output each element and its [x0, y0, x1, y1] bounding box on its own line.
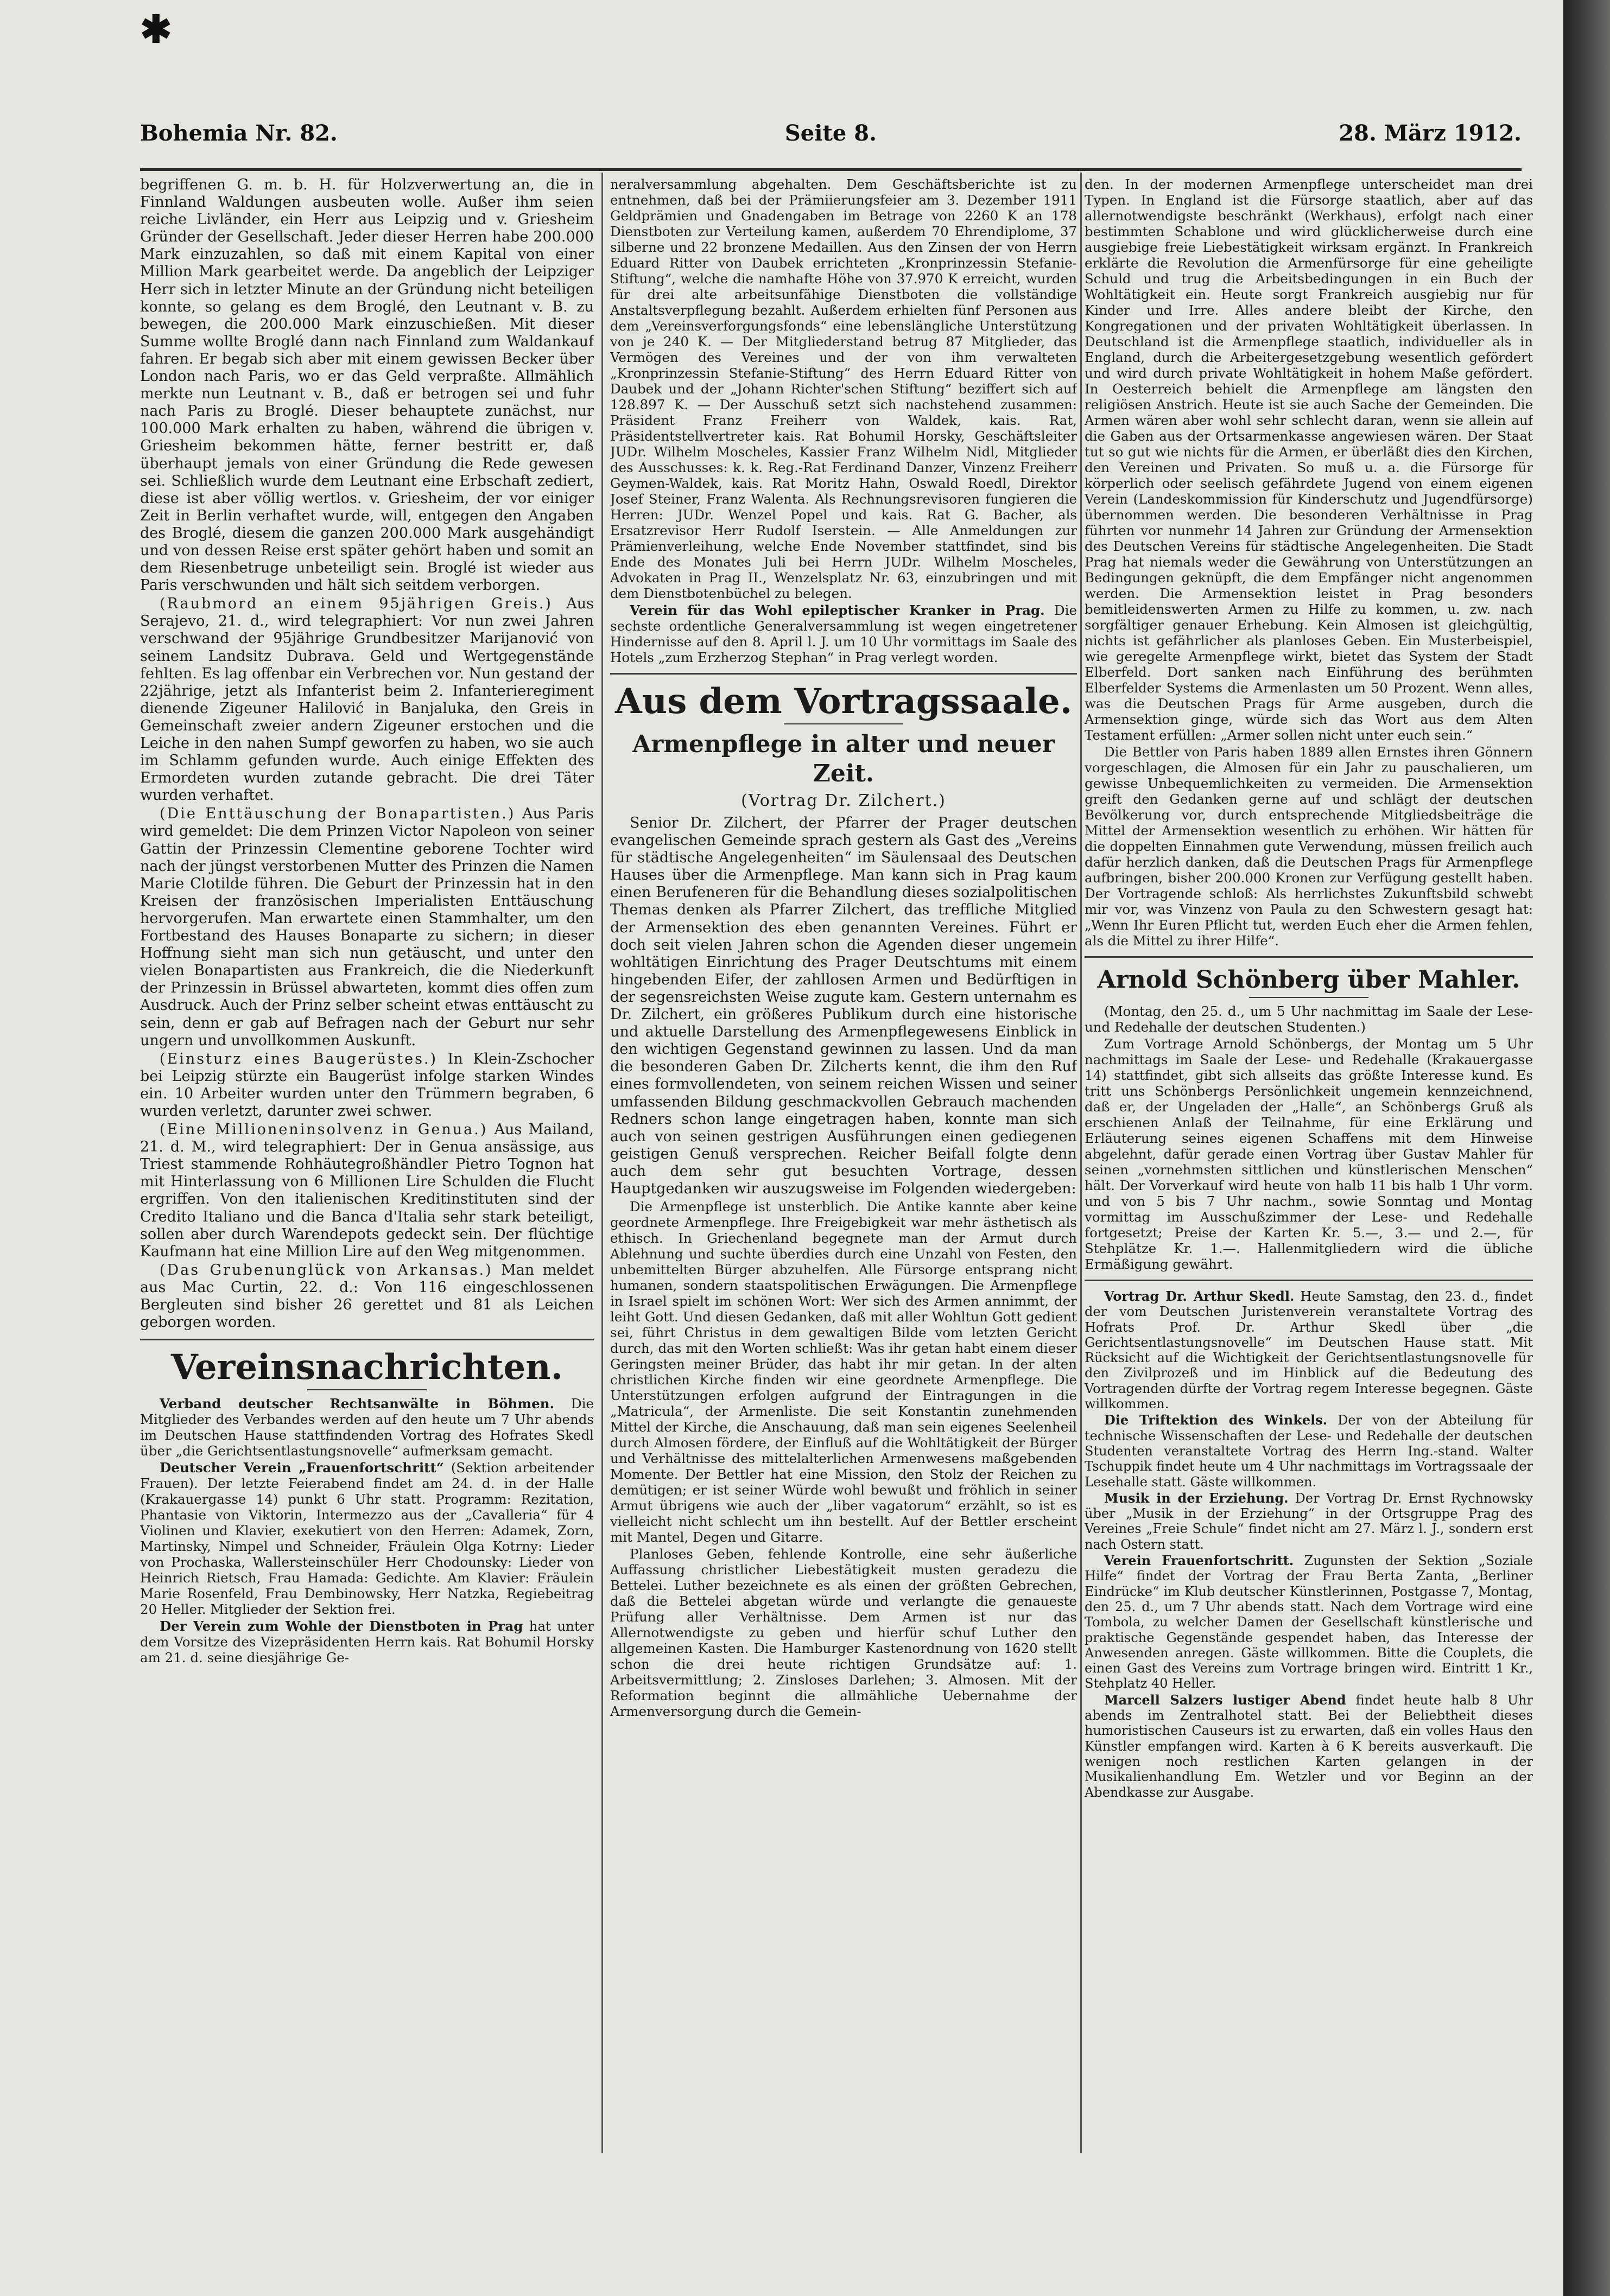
- news-item: [140, 805, 594, 1049]
- club-notice-title: Deutscher Verein „Frauenfortschritt“: [160, 1460, 444, 1476]
- column-1: [140, 176, 594, 2152]
- masthead-date: 28. März 1912.: [1339, 120, 1522, 146]
- club-notice: [140, 1396, 594, 1459]
- event-notice: [1085, 1289, 1533, 1411]
- article-paragraph: Senior Dr. Zilchert, der Pfarrer der Prager deutschen evangelischen Gemeinde sprach gestern als Gast des „Vereins für städtische Angelegenheiten“ im Säulensaal des Deutschen Hauses über die Armenpflege. Man kann sich in Prag kaum einen Berufeneren für die Behandlung dieses sozialpolitischen Themas denken als Pfarrer Zilchert, das treffliche Mitglied der Armensektion des eben genannten Vereines. Führt er doch seit vielen Jahren schon die Agenden dieser ungemein wohltätigen Einrichtung des Prager Deutschtums mit einem hingebenden Eifer, der zahllosen Armen und Bedürftigen in der segensreichsten Weise zugute kam. Gestern unternahm es Dr. Zilchert, ein größeres Publikum durch eine historische und aktuelle Darstellung des Armenpflegewesens Einblick in den wichtigen Gegenstand gewinnen zu lassen. Und da man die besonderen Gaben Dr. Zilcherts kennt, die ihm den Ruf eines formvollendeten, von seinem reichen Wissen und seiner umfassenden Bildung geschmackvollen Gebrauch machenden Redners schon lange eingetragen haben, konnte man sich auch von seinen gestrigen Ausführungen einen gediegenen geistigen Genuß versprechen. Reicher Beifall folgte denn auch dem sehr gut besuchten Vortrage, dessen Hauptgedanken wir auszugsweise im Folgenden wiedergeben:: [610, 815, 1077, 1197]
- club-notice: [140, 1618, 594, 1665]
- club-notice-body: (Sektion arbeitender Frauen). Der letzte Feierabend findet am 24. d. in der Halle (Krakauergasse 14) punkt 6 Uhr statt. Programm: Rezitation, Phantasie von Viktorin, Intermezzo aus der „Cavalleria“ für 4 Violinen und Klavier, exekutiert von den Herren: Adamek, Zorn, Martinsky, Nimpel und Schneider, Fräulein Olga Kotrny: Lieder von Prochaska, Wallersteinschüler Herr Chodounsky: Lieder von Heinrich Rietsch, Frau Hamada: Gedichte. Am Klavier: Fräulein Marie Rosenfeld, Frau Dembinowsky, Herr Natzka, Regiebeitrag 20 Heller. Mitglieder der Sektion frei.: [140, 1460, 594, 1618]
- event-notice-title: Marcell Salzers lustiger Abend: [1104, 1691, 1346, 1708]
- club-notice-body: hat unter dem Vorsitze des Vizepräsidenten Herrn kais. Rat Bohumil Horsky am 21. d. seine diesjährige Ge-: [140, 1618, 594, 1666]
- article-paragraph: begriffenen G. m. b. H. für Holzverwertung an, die in Finnland Waldungen ausbeuten wolle. Außer ihm seien reiche Livländer, ein Herr aus Leipzig und v. Griesheim Gründer der Gesellschaft. Jeder dieser Herren habe 200.000 Mark einzuzahlen, so daß mit einem Kapital von einer Million Mark gearbeitet werde. Da angeblich der Leipziger Herr sich in letzter Minute an der Gründung nicht beteiligen konnte, so gelang es dem Broglé, den Leutnant v. B. zu bewegen, die 200.000 Mark einzuschießen. Mit dieser Summe wollte Broglé dann nach Finnland zum Waldankauf fahren. Er begab sich aber mit einem gewissen Becker über London nach Paris, wo er das Geld verpraßte. Allmählich merkte nun Leutnant v. B., daß er betrogen sei und fuhr nach Paris zu Broglé. Dieser behauptete zunächst, nur 100.000 Mark erhalten zu haben, während die übrigen v. Griesheim bekommen hätte, ferner bestritt er, daß überhaupt jemals von einer Gründung die Rede gewesen sei. Schließlich wurde dem Leutnant eine Erbschaft zediert, diese ist aber völlig wertlos. v. Griesheim, der vor einiger Zeit in Berlin verhaftet wurde, will, entgegen den Angaben des Broglé, diesem die ganzen 200.000 Mark ausgehändigt und von dessen Reise erst später gehört haben und somit an dem Riesenbetruge unbeteiligt sein. Broglé ist wieder aus Paris verschwunden und hält sich seitdem verborgen.: [140, 176, 594, 594]
- news-item-title: (Einsturz eines Baugerüstes.): [160, 1050, 438, 1067]
- heading-rule: [307, 1389, 427, 1390]
- club-notice-continued: neralversammlung abgehalten. Dem Geschäftsberichte ist zu entnehmen, daß bei der Prämiierungsfeier am 3. Dezember 1911 Geldprämien und Gnadengaben im Betrage von 2260 K an 178 Dienstboten zur Verteilung kamen, außerdem 70 Ehrendiplome, 37 silberne und 22 bronzene Medaillen. Aus den Zinsen der von Herrn Eduard Ritter von Daubek errichteten „Kronprinzessin Stefanie-Stiftung“, welche die namhafte Höhe von 37.970 K erreicht, wurden für drei alte arbeitsunfähige Dienstboten die vollständige Anstaltsverpflegung bezahlt. Außerdem erhielten fünf Personen aus dem „Vereinsverforgungsfonds“ eine lebenslängliche Unterstützung von je 240 K. — Der Mitgliederstand betrug 87 Mitglieder, das Vermögen des Vereines und der von ihm verwalteten „Kronprinzessin Stefanie-Stiftung“ des Herrn Eduard Ritter von Daubek und der „Johann Richter'schen Stiftung“ beziffert sich auf 128.897 K. — Der Ausschuß setzt sich nachstehend zusammen: Präsident Franz Freiherr von Waldek, kais. Rat, Präsidentstellvertreter kais. Rat Bohumil Horsky, Geschäftsleiter JUDr. Wilhelm Moscheles, Kassier Franz Wilhelm Nidl, Mitglieder des Ausschusses: k. k. Reg.-Rat Ferdinand Danzer, Vinzenz Freiherr Geymen-Waldek, kais. Rat Moritz Hahn, Oswald Roedl, Direktor Josef Steiner, Franz Walenta. Als Rechnungsrevisoren fungieren die Herren: JUDr. Wenzel Popel und kais. Rat G. Bacher, als Ersatzrevisor Herr Rudolf Iserstein. — Alle Anmeldungen zur Prämienverleihung, welche Ende November stattfindet, sind bis Ende des Monates Juli bei Herrn JUDr. Wilhelm Moscheles, Advokaten in Prag II., Wenzelsplatz Nr. 63, einzubringen und mit dem Dienstbotenbüchel zu belegen.: [610, 176, 1077, 601]
- page-mark: ✱: [140, 7, 172, 52]
- event-notice-body: findet heute halb 8 Uhr abends im Zentralhotel statt. Bei der Beliebtheit dieses humoristischen Causeurs ist zu erwarten, daß ein volles Haus den Künstler empfangen wird. Karten à 6 K bereits ausverkauft. Die wenigen noch restlichen Karten gelangen in der Musikalienhandlung Em. Wetzler und vor Beginn an der Abendkasse zur Ausgabe.: [1085, 1692, 1533, 1800]
- club-notice-body: Die Mitglieder des Verbandes werden auf den heute um 7 Uhr abends im Deutschen Hause stattfindenden Vortrag des Hofrates Skedl über „die Gerichtsentlastungsnovelle“ aufmerksam gemacht.: [140, 1396, 594, 1459]
- masthead-rule: [140, 168, 1522, 171]
- heading-rule: [1249, 997, 1368, 998]
- event-notice-body: Heute Samstag, den 23. d., findet der vom Deutschen Juristenverein veranstaltete Vortrag des Hofrats Prof. Dr. Arthur Skedl über „die Gerichtsentlastungsnovelle“ im Deutschen Hause statt. Mit Rücksicht auf die Wichtigkeit der Gerichtsentlastungsnovelle für den Zivilprozeß und im Hinblick auf die Bedeutung des Vortragenden dürfte der Vortrag regem Interesse begegnen. Gäste willkommen.: [1085, 1289, 1533, 1412]
- news-item-body: In Klein-Zschocher bei Leipzig stürzte ein Baugerüst infolge starken Windes ein. 10 Arbeiter wurden unter den Trümmern begraben, 6 wurden verletzt, darunter zwei schwer.: [140, 1050, 594, 1120]
- club-notice-title: Verein für das Wohl epileptischer Kranker in Prag.: [630, 602, 1045, 618]
- event-notice-body: Der von der Abteilung für technische Wissenschaften der Lese- und Redehalle der deutschen Studenten veranstaltete Vortrag des Herrn Ing.-stand. Walter Tschuppik findet heute um 4 Uhr nachmittags im Vortragssaale der Lesehalle statt. Gäste willkommen.: [1085, 1413, 1533, 1490]
- masthead-page-number: Seite 8.: [784, 120, 877, 146]
- column-2: [610, 176, 1077, 2152]
- article-headline: Armenpflege in alter und neuer Zeit.: [632, 730, 1055, 787]
- event-notice-title: Musik in der Erziehung.: [1104, 1490, 1289, 1506]
- article-lead: (Montag, den 25. d., um 5 Uhr nachmittag im Saale der Lese- und Redehalle der deutschen Studenten.): [1085, 1003, 1533, 1035]
- news-item-title: (Die Enttäuschung der Bonapartisten.): [160, 805, 516, 823]
- event-notice-body: Zugunsten der Sektion „Soziale Hilfe“ findet der Vortrag der Frau Berta Zanta, „Berliner Eindrücke“ im Klub deutscher Künstlerinnen, Postgasse 7, Montag, den 25. d., um 7 Uhr abends statt. Nach dem Vortrage wird eine Tombola, zu welcher Damen der Gesellschaft künstlerische und praktische Gegenstände gespendet haben, das Interesse der Anwesenden anregen. Gäste willkommen. Bitte die Couplets, die einen Gast des Vereins zum Vortrage bringen wird. Eintritt 1 Kr., Stehplatz 40 Heller.: [1085, 1553, 1533, 1691]
- event-notice: [1085, 1491, 1533, 1552]
- article-paragraph: Die Armenpflege ist unsterblich. Die Antike kannte aber keine geordnete Armenpflege. Ihre Freigebigkeit war mehr ästhetisch als ethisch. In Griechenland begegnete man der Armut durch Ablehnung und suchte überdies durch eine Unzahl von Festen, den unbemittelten Bürger abzuhelfen. Alle Fürsorge entsprang nicht humanen, sondern staatspolitischen Erwägungen. Die Armenpflege in Israel spielt im schönen Wort: Wer sich des Armen annimmt, der leiht Gott. Und diesen Gedanken, daß mit aller Wohltun Gott gedient sei, führt Christus in dem gewaltigen Bilde vom letzten Gericht durch, das mit den Worten schließt: Was ihr getan habt einem dieser Geringsten meiner Brüder, das habt ihr mir getan. In der alten christlichen Kirche finden wir eine geordnete Armenpflege. Die Unterstützungen erfolgen aufgrund der Eintragungen in die „Matricula“, der Armenliste. Die seit Konstantin zunehmenden Mittel der Kirche, die Anschauung, daß man sein eigenes Seelenheil durch Almosen fördere, der Einfluß auf die Wohltätigkeit der Bürger und Verhältnisse des mittelalterlichen Armenwesens maßgebenden Momente. Der Bettler hat eine Mission, den Stolz der Reichen zu demütigen; er ist seiner Würde wohl bewußt und fröhlich in seiner Armut übrigens wie auch der „liber vagatorum“ erzählt, so ist es vielleicht nicht schlecht um ihn bestellt. Auf der Bettler erscheint mit Mantel, Degen und Gitarre.: [610, 1199, 1077, 1545]
- news-item-body: Aus Paris wird gemeldet: Die dem Prinzen Victor Napoleon von seiner Gattin der Prinzessin Clementine geborene Tochter wird nach der jüngst verstorbenen Mutter des Prinzen die Namen Marie Clotilde führen. Die Geburt der Prinzessin hat in den Kreisen der französischen Imperialisten Enttäuschung hervorgerufen. Man erwartete einen Stammhalter, um den Fortbestand des Hauses Bonaparte zu sichern; in dieser Hoffnung sieht man sich nun getäuscht, und unter den vielen Bonapartisten aus Frankreich, die die Niederkunft der Prinzessin in Brüssel abwarteten, kommt dies offen zum Ausdruck. Auch der Prinz selber scheint etwas enttäuscht zu sein, denn er gab auf Befragen nach der Geburt nur sehr ungern und unvollkommen Auskunft.: [140, 805, 594, 1049]
- masthead-paper-issue: Bohemia Nr. 82.: [140, 120, 338, 146]
- event-notice-title: Die Triftektion des Winkels.: [1104, 1412, 1328, 1428]
- event-notice-body: Der Vortrag Dr. Ernst Rychnowsky über „Musik in der Erziehung“ in der Ortsgruppe Prag des Vereines „Freie Schule“ findet nicht am 27. März l. J., sondern erst nach Ostern statt.: [1085, 1490, 1533, 1552]
- news-item-title: (Eine Millioneninsolvenz in Genua.): [160, 1121, 488, 1139]
- event-notice: [1085, 1693, 1533, 1800]
- club-notice-title: Verband deutscher Rechtsanwälte in Böhmen.: [160, 1396, 555, 1412]
- event-notice-title: Vortrag Dr. Arthur Skedl.: [1104, 1288, 1295, 1304]
- article-headline: Arnold Schönberg über Mahler.: [1097, 966, 1520, 994]
- section-rule: [1085, 956, 1533, 958]
- article-paragraph: Die Bettler von Paris haben 1889 allen Ernstes ihren Gönnern vorgeschlagen, die Almosen für ein Jahr zu pauschalieren, um gewisse Unbequemlichkeiten zu vermeiden. Die Armensektion greift den Gedanken gerne auf und schlägt der deutschen Bevölkerung vor, durch entsprechende Mitgliedsbeiträge die Mittel der Armensektion wesentlich zu erhöhen. Wir hätten für die doppelten Einnahmen gute Verwendung, müssen freilich auch dafür herzlich danken, daß die Deutschen Prags für Armenpflege aufbringen, bisher 200.000 Kronen zur Verfügung gestellt haben. Der Vortragende schloß: Als herrlichstes Zukunftsbild schwebt mir vor, was Vinzenz von Paula zu den Schwestern gesagt hat: „Wenn Ihr Euren Pflicht tut, werden Euch eher die Armen fehlen, als die Mittel zu ihrer Hilfe“.: [1085, 744, 1533, 949]
- section-rule: [610, 673, 1077, 675]
- article-paragraph: Zum Vortrage Arnold Schönbergs, der Montag um 5 Uhr nachmittags im Saale der Lese- und Redehalle (Krakauergasse 14) stattfindet, gibt sich allseits das größte Interesse kund. Es tritt uns Schönbergs Persönlichkeit ungemein kennzeichnend, daß er, der Ungeladen der „Halle“, an Schönbergs Gruß als erschienen Anlaß der Teilnahme, für eine Erklärung und Erläuterung seines eigenen Schaffens mit dem Hinweise abgelehnt, dafür gerade einen Vortrag über Gustav Mahler für seinen „vornehmsten sittlichen und künstlerischen Menschen“ hält. Der Vorverkauf wird heute von halb 11 bis halb 1 Uhr vorm. und von 5 bis 7 Uhr nachm., sowie Sonntag und Montag vormittag im Ausschußzimmer der Lese- und Redehalle fortgesetzt; Preise der Karten Kr. 5.—, 3.— und 2.—, für Stehplätze Kr. 1.—. Hallenmitgliedern wird die übliche Ermäßigung gewährt.: [1085, 1036, 1533, 1272]
- news-item-title: (Das Grubenunglück von Arkansas.): [160, 1261, 493, 1279]
- club-notice: [610, 602, 1077, 665]
- news-item-body: Man meldet aus Mac Curtin, 22. d.: Von 116 eingeschlossenen Bergleuten sind bisher 26 gerettet und 81 als Leichen geborgen worden.: [140, 1261, 594, 1331]
- column-3: [1085, 176, 1533, 2152]
- club-notice-title: Der Verein zum Wohle der Dienstboten in Prag: [160, 1618, 523, 1634]
- news-item: [140, 595, 594, 804]
- column-divider: [1080, 173, 1082, 2153]
- heading-rule: [784, 723, 903, 724]
- section-rule: [140, 1339, 594, 1340]
- scan-edge: [1563, 0, 1610, 2296]
- article-paragraph: den. In der modernen Armenpflege unterscheidet man drei Typen. In England ist die Fürsorge staatlich, aber auf das allernotwendigste beschränkt (Werkhaus), erfolgt nach einer bestimmten Schablone und wird glücklicherweise durch eine ausgiebige freie Liebestätigkeit wirksam ergänzt. In Frankreich erklärte die Revolution die Armenfürsorge für eine geheiligte Schuld und trug die Arbeitsbedingungen in ein Buch der Wohltätigkeit ein. Heute sorgt Frankreich ausgiebig nur für Kinder und Irre. Alles andere bleibt der Kirche, den Kongregationen und der privaten Wohltätigkeit überlassen. In Deutschland ist die Armenpflege staatlich, individueller als in England, durch die Arbeitergesetzgebung wesentlich gefördert und wird durch private Wohltätigkeit in hohem Maße gefördert. In Oesterreich behielt die Armenpflege am längsten den religiösen Anstrich. Heute ist sie auch Sache der Gemeinden. Die Armen wären aber wohl sehr schlecht daran, wenn sie allein auf die Gaben aus der Ortsarmenkasse angewiesen wären. Der Staat tut so gut wie nichts für die Armen, er überläßt dies den Kirchen, den Vereinen und Privaten. So muß u. a. die Fürsorge für körperlich oder seelisch gefährdete Jugend von einem eigenen Verein (Landeskommission für Kinderschutz und Jugendfürsorge) übernommen werden. Die besonderen Verhältnisse in Prag führten vor nunmehr 14 Jahren zur Gründung der Armensektion des Deutschen Vereins für städtische Angelegenheiten. Die Stadt Prag hat niemals weder die Gewährung von Unterstützungen an Bedingungen geknüpft, die dem Empfänger nicht angenommen werden. Die Armensektion leistet in Prag besonders bemitleidenswerten Armen zu Hilfe zu kommen, u. zw. nach sorgfältiger genauer Erhebung. Kein Almosen ist gleichgültig, nichts ist gefährlicher als planloses Geben. Ein Musterbeispiel, wie geregelte Armenpflege wirkt, bietet das System der Stadt Elberfeld. Dort sanken nach Einführung des berühmten Elberfelder Systems die Armenlasten um 50 Prozent. Wenn alles, was die Deutschen Prags für Arme ausgeben, durch die Armensektion ginge, würde sich das Wort aus dem Alten Testament erfüllen: „Armer sollen nicht unter euch sein.“: [1085, 176, 1533, 743]
- masthead: [140, 120, 1522, 158]
- section-heading: Vereinsnachrichten.: [171, 1347, 563, 1388]
- news-item-title: (Raubmord an einem 95jährigen Greis.): [160, 595, 553, 613]
- section-rule: [1085, 1280, 1533, 1281]
- news-item-body: Aus Mailand, 21. d. M., wird telegraphiert: Der in Genua ansässige, aus Triest stammende Rohhäutegroßhändler Pietro Tognon hat mit Hinterlassung von 6 Millionen Lire Schulden die Flucht ergriffen. Von den italienischen Kreditinstituten sind der Credito Italiano und die Banca d'Italia sehr stark beteiligt, sollen aber durch Warendepots gedeckt sein. Der flüchtige Kaufmann hat eine Million Lire auf den Weg mitgenommen.: [140, 1121, 594, 1260]
- news-item-body: Aus Serajevo, 21. d., wird telegraphiert: Vor nun zwei Jahren verschwand der 95jährige Grundbesitzer Marijanović von seinem Landsitz Dubrava. Geld und Wertgegenstände fehlten. Es lag offenbar ein Verbrechen vor. Nun gestand der 22jährige, jetzt als Infanterist beim 2. Infanterieregiment dienende Zigeuner Halilović in Banjaluka, den Greis in Gemeinschaft zweier andern Zigeuner erstochen und die Leiche in den nahen Sumpf geworfen zu haben, wo sie auch im Schlamm gefunden wurde. Auch einige Effekten des Ermordeten wurden zutande gebracht. Die drei Täter wurden verhaftet.: [140, 595, 594, 804]
- event-notice: [1085, 1553, 1533, 1691]
- news-item: [140, 1051, 594, 1120]
- column-divider: [601, 173, 603, 2153]
- news-item: [140, 1121, 594, 1261]
- club-notice-body: Die sechste ordentliche Generalversammlung ist wegen eingetretener Hindernisse auf den 8. April l. J. um 10 Uhr vormittags im Saale des Hotels „zum Erzherzog Stephan“ in Prag verlegt worden.: [610, 602, 1077, 665]
- event-notice-title: Verein Frauenfortschritt.: [1104, 1553, 1294, 1569]
- news-item: [140, 1262, 594, 1331]
- event-notice: [1085, 1413, 1533, 1489]
- article-paragraph: Planloses Geben, fehlende Kontrolle, eine sehr äußerliche Auffassung christlicher Liebestätigkeit musten geradezu die Bettelei. Luther bezeichnete es als einen der größten Gebrechen, daß die Bettelei abgetan würde und verlangte die genaueste Prüfung aller Verhältnisse. Dem Armen ist nur das Allernotwendigste zu geben und hierfür schuf Luther den allgemeinen Kasten. Die Hamburger Kastenordnung von 1620 stellt schon die drei heute richtigen Grundsätze auf: 1. Arbeitsvermittlung; 2. Zinsloses Darlehen; 3. Almosen. Mit der Reformation beginnt die allmähliche Uebernahme der Armenversorgung durch die Gemein-: [610, 1546, 1077, 1720]
- club-notice: [140, 1460, 594, 1617]
- article-byline: (Vortrag Dr. Zilchert.): [741, 791, 946, 810]
- section-heading: Aus dem Vortragssaale.: [615, 681, 1072, 722]
